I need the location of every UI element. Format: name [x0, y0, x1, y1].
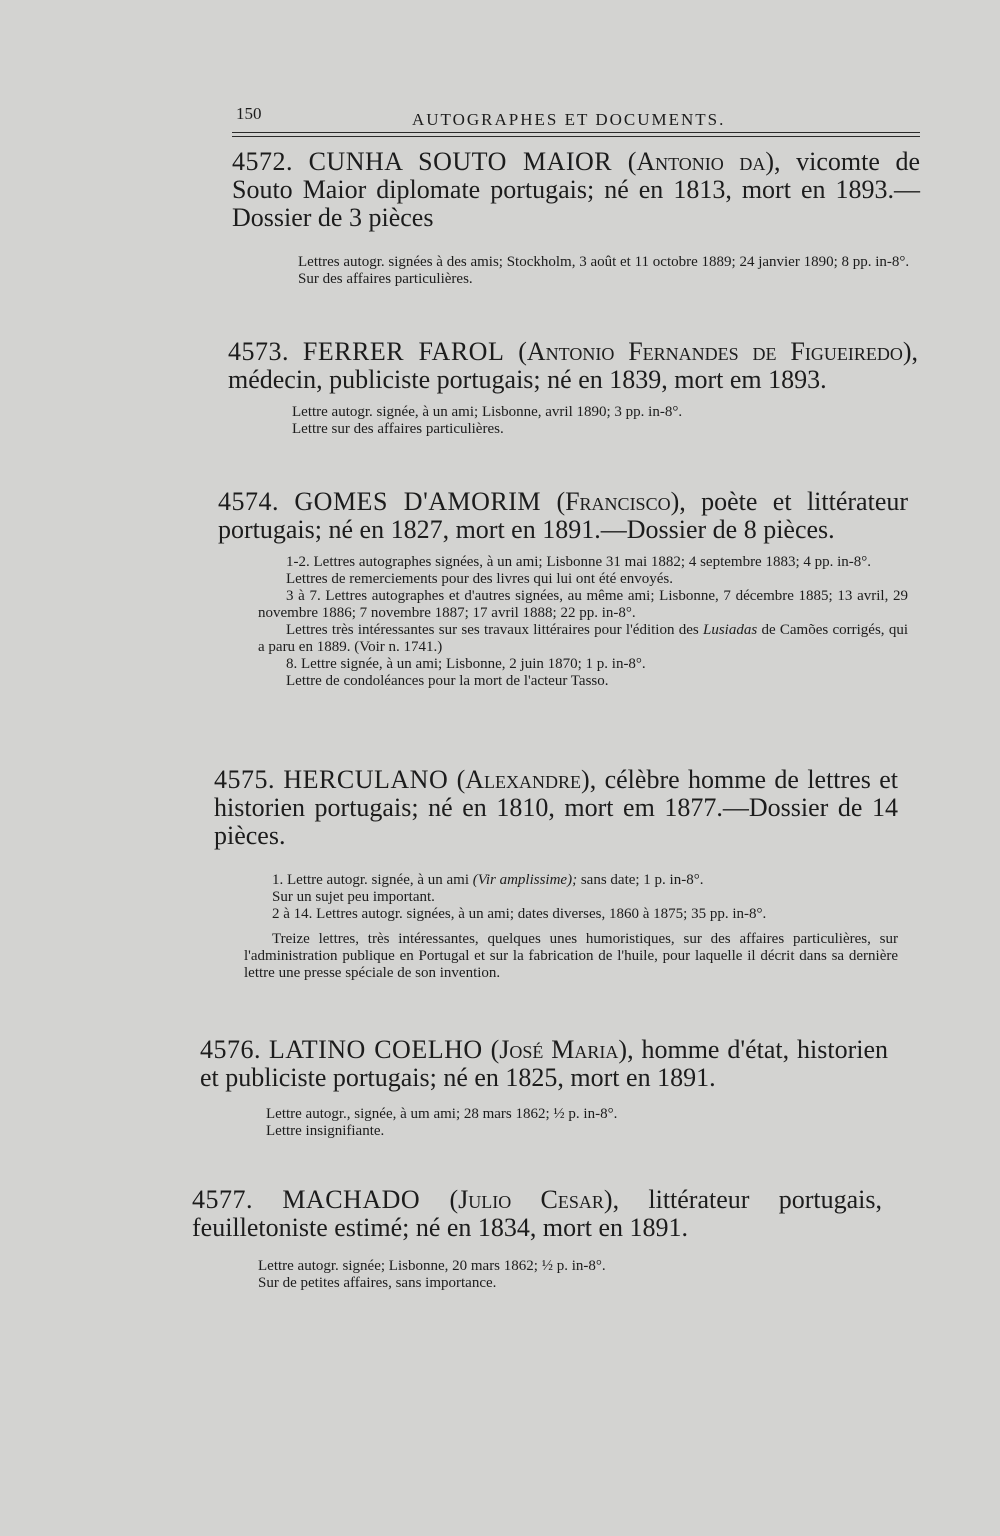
catalogue-entry [228, 338, 918, 438]
lot-number: 4574. [218, 487, 279, 516]
entry-name: GOMES D'AMORIM [294, 487, 542, 516]
entry-description: , littérateur portugais, feuilletoniste estimé; né en 1834, mort en 1891. [192, 1185, 882, 1242]
catalogue-entry [214, 766, 898, 982]
entry-given-name: (Antonio da) [627, 147, 775, 176]
entry-note: Lettre autogr., signée, à um ami; 28 mars 1862; ½ p. in-8°. [266, 1106, 618, 1122]
entry-note: Lettre autogr. signée; Lisbonne, 20 mars 1862; ½ p. in-8°. [258, 1258, 606, 1274]
entry-description: , vicomte de Souto Maior diplomate portugais; né en 1813, mort en 1893.— Dossier de 3 pièces [232, 147, 920, 232]
entry-heading [214, 766, 898, 850]
entry-note-text: Lettres très intéressantes sur ses travaux littéraires pour l'édition des [286, 622, 699, 638]
entry-given-name: (José Maria) [490, 1035, 628, 1064]
entry-note-quote: (Vir amplissime); [472, 872, 578, 888]
lot-number: 4572. [232, 147, 293, 176]
entry-name: MACHADO [282, 1185, 421, 1214]
entry-name: LATINO COELHO [268, 1035, 483, 1064]
entry-description: , poète et littérateur portugais; né en 1827, mort en 1891.—Dossier de 8 pièces. [218, 487, 909, 544]
entry-heading [192, 1186, 882, 1242]
entry-description: , célèbre homme de lettres et historien portugais; né en 1810, mort em 1877.—Dossier de 14 pièces. [214, 765, 898, 850]
entry-description: , médecin, publiciste portugais; né en 1839, mort em 1893. [228, 337, 919, 394]
catalogue-entry [218, 488, 908, 690]
entry-given-name: (Francisco) [556, 487, 680, 516]
entry-note: 2 à 14. Lettres autogr. signées, à un ami; dates diverses, 1860 à 1875; 35 pp. in-8°. [272, 906, 767, 922]
entry-note: Sur un sujet peu important. [272, 889, 435, 905]
entry-heading [200, 1036, 888, 1092]
entry-name: HERCULANO [283, 765, 449, 794]
running-title: AUTOGRAPHES ET DOCUMENTS. [412, 110, 726, 129]
entry-note: 3 à 7. Lettres autographes et d'autres signées, au même ami; Lisbonne, 7 décembre 1885; 13 avril, 29 novembre 1886; 7 novembre 1887; 17 avril 1888; 22 pp. in-8°. [258, 588, 908, 621]
header-rule [232, 136, 920, 137]
entry-given-name: (Alexandre) [456, 765, 590, 794]
entry-note [258, 622, 908, 656]
entry-note-text: de Camões corrigés, qui a paru en 1889. (Voir n. 1741.) [258, 622, 908, 655]
entry-heading [218, 488, 908, 544]
entry-note: Sur des affaires particulières. [298, 271, 473, 287]
lot-number: 4576. [200, 1035, 261, 1064]
entry-note: Treize lettres, très intéressantes, quelques unes humoristiques, sur des affaires particulières, sur l'administration publique en Portugal et sur la fabrication de l'huile, pour laquelle il décrit dans sa dernière lettre une presse spéciale de son invention. [244, 931, 898, 981]
entry-note: Lettre de condoléances pour la mort de l'acteur Tasso. [286, 673, 609, 689]
entry-note-title: Lusiadas [703, 622, 758, 638]
lot-number: 4573. [228, 337, 289, 366]
page-number: 150 [236, 104, 262, 123]
entry-note: Lettre sur des affaires particulières. [292, 421, 504, 437]
entry-note [244, 872, 898, 889]
catalogue-entry [232, 148, 920, 288]
entry-name: CUNHA SOUTO MAIOR [308, 147, 613, 176]
catalogue-entry [200, 1036, 888, 1140]
header-rule [232, 132, 920, 133]
entry-note: Sur de petites affaires, sans importance. [258, 1275, 497, 1291]
entry-given-name: (Julio Cesar) [449, 1185, 613, 1214]
entry-note: Lettres de remerciements pour des livres qui lui ont été envoyés. [286, 571, 673, 587]
entry-name: FERRER FAROL [302, 337, 505, 366]
entry-given-name: (Antonio Fernandes de Figueiredo) [518, 337, 912, 366]
lot-number: 4577. [192, 1185, 253, 1214]
entry-note: Lettres autogr. signées à des amis; Stockholm, 3 août et 11 octobre 1889; 24 janvier 1890; 8 pp. in-8°. [298, 254, 910, 270]
entry-note: Lettre autogr. signée, à un ami; Lisbonne, avril 1890; 3 pp. in-8°. [292, 404, 683, 420]
entry-note: 1-2. Lettres autographes signées, à un ami; Lisbonne 31 mai 1882; 4 septembre 1883; 4 pp. in-8°. [286, 554, 872, 570]
entry-heading [228, 338, 918, 394]
catalogue-entry [192, 1186, 882, 1292]
entry-note-text: sans date; 1 p. in-8°. [577, 872, 704, 888]
entry-description: , homme d'état, historien et publiciste portugais; né en 1825, mort en 1891. [200, 1035, 889, 1092]
entry-note-text: 1. Lettre autogr. signée, à un ami [272, 872, 470, 888]
page-header [232, 100, 922, 140]
entry-note: 8. Lettre signée, à un ami; Lisbonne, 2 juin 1870; 1 p. in-8°. [286, 656, 646, 672]
entry-note: Lettre insignifiante. [266, 1123, 385, 1139]
lot-number: 4575. [214, 765, 275, 794]
entry-heading [232, 148, 920, 232]
